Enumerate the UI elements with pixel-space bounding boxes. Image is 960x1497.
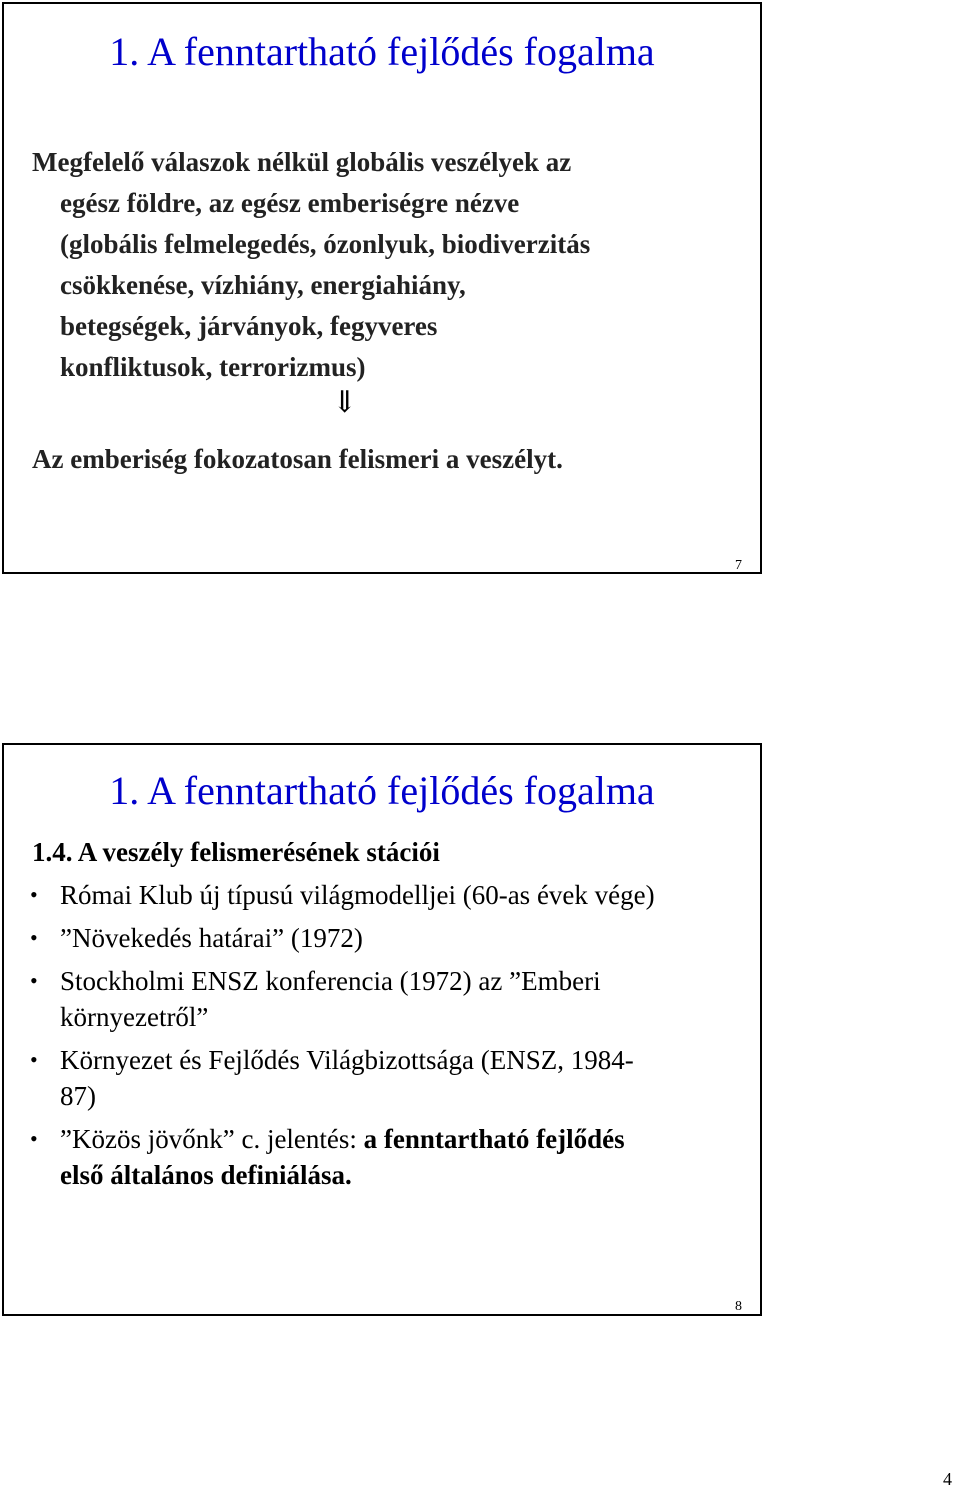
bullet-icon: • <box>30 1126 38 1151</box>
paragraph-line: Megfelelő válaszok nélkül globális veszélyek az <box>32 147 572 177</box>
list-item <box>28 1042 748 1114</box>
list-item-text <box>60 1121 748 1157</box>
paragraph-line: egész földre, az egész emberiségre nézve <box>60 188 520 218</box>
list-item-text: Római Klub új típusú világmodelljei (60-as évek vége) <box>60 880 655 910</box>
bullet-icon: • <box>30 925 38 950</box>
down-double-arrow-icon: ⇓ <box>332 386 358 419</box>
document-page-number: 4 <box>943 1469 952 1489</box>
slide-paragraph <box>32 142 732 388</box>
slide-8 <box>2 743 762 1316</box>
list-item-text: ”Növekedés határai” (1972) <box>60 923 363 953</box>
slide-page-number: 8 <box>735 1299 742 1314</box>
list-item-text: Stockholmi ENSZ konferencia (1972) az ”Emberi <box>60 966 601 996</box>
paragraph-line: betegségek, járványok, fegyveres <box>60 311 438 341</box>
paragraph-line: csökkenése, vízhiány, energiahiány, <box>60 270 466 300</box>
list-item-text-bold: a fenntartható fejlődés <box>363 1124 625 1154</box>
list-item-text: környezetről” <box>60 1002 209 1032</box>
slide-title: 1. A fenntartható fejlődés fogalma <box>109 768 655 813</box>
bullet-list <box>28 877 748 1200</box>
conclusion-text: Az emberiség fokozatosan felismeri a veszélyt. <box>32 444 563 474</box>
paragraph-line: konfliktusok, terrorizmus) <box>60 352 366 382</box>
list-item <box>28 1121 748 1193</box>
slide-7 <box>2 2 762 574</box>
paragraph-line: (globális felmelegedés, ózonlyuk, biodiverzitás <box>60 229 591 259</box>
list-item <box>28 877 748 913</box>
list-item <box>28 963 748 1035</box>
slide-page-number: 7 <box>735 558 742 573</box>
bullet-icon: • <box>30 1047 38 1072</box>
section-heading: 1.4. A veszély felismerésének stációi <box>32 837 440 867</box>
bullet-icon: • <box>30 968 38 993</box>
list-item-text: 87) <box>60 1081 96 1111</box>
list-item <box>28 920 748 956</box>
slide-title: 1. A fenntartható fejlődés fogalma <box>109 29 655 74</box>
bullet-icon: • <box>30 882 38 907</box>
list-item-text-bold: első általános definiálása. <box>60 1160 352 1190</box>
list-item-text: Környezet és Fejlődés Világbizottsága (ENSZ, 1984- <box>60 1045 634 1075</box>
list-item-text-plain: ”Közös jövőnk” c. jelentés: <box>60 1124 364 1154</box>
